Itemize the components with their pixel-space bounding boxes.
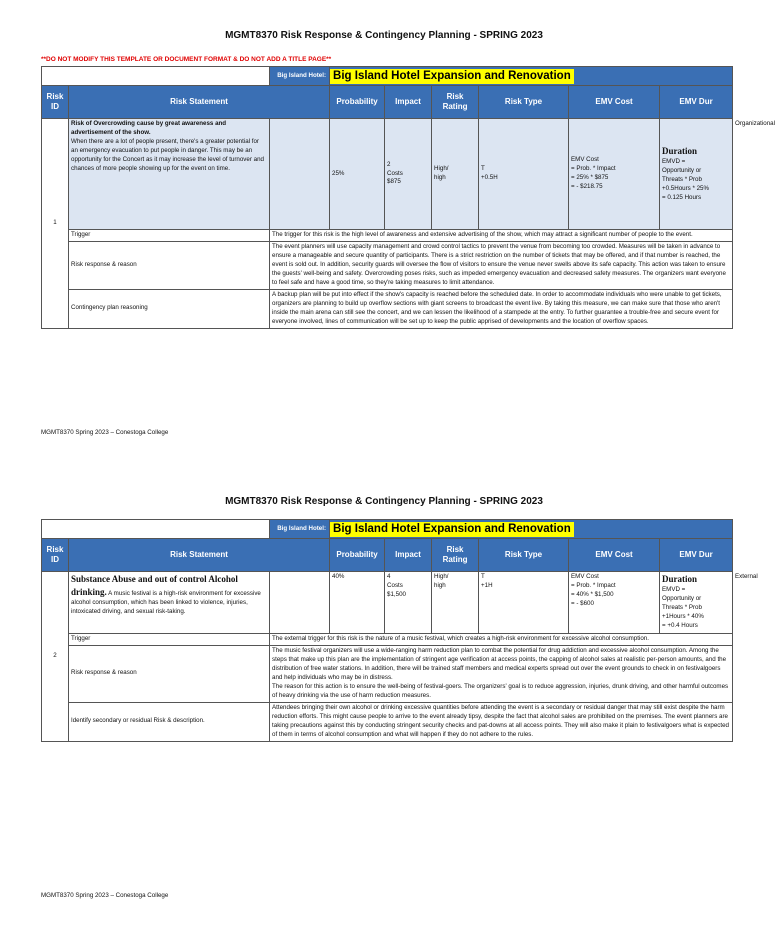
risk-rating-cell (432, 572, 479, 634)
header-probability: Probability (330, 86, 385, 119)
risk-statement-cell (69, 119, 270, 230)
impact-amount: $1,500 (387, 590, 406, 598)
risk-statement-body: A music festival is a high-risk environment for excessive alcohol consumption, which has been linked to violence, injuries, intoxicated driving, and sexual risk-taking. (71, 590, 261, 616)
emv-cost-line3: = 25% * $875 (571, 174, 609, 181)
emv-dur-line1: EMVD = (662, 586, 686, 594)
project-label: Big Island Hotel: (270, 67, 330, 86)
risk-response-text: The music festival organizers will use a wide-ranging harm reduction plan to combat the potential for drug addiction and excessive alcohol consumption. Among the steps that make up this plan are the implementation of stringent age verification at access points, the capping of alcohol sales at realistic per-person amounts, and the distribution of free water stations. In addition, there will be trained staff members and medical experts spread out over the event grounds to check in on festivalgoers and help individuals who may be in distress. (272, 646, 727, 681)
secondary-risk-label: Identify secondary or residual Risk & description. (69, 702, 270, 741)
risk-rating-cell (432, 119, 479, 230)
header-risk-id: Risk ID (42, 539, 69, 572)
emv-cost-line4: = - $218.75 (571, 182, 603, 190)
project-row (42, 67, 733, 86)
impact-costs: Costs (387, 169, 403, 177)
risk-response-label: Risk response & reason (69, 241, 270, 289)
risk-statement-title: Risk of Overcrowding cause by great awareness and advertisement of the show. (71, 120, 227, 136)
project-label: Big Island Hotel: (270, 520, 330, 539)
header-risk-type: Risk Type (479, 539, 569, 572)
header-risk-statement: Risk Statement (69, 86, 330, 119)
risk-rating-line1: High/ (434, 165, 449, 173)
probability-cell (330, 572, 385, 634)
impact-value: 2 (387, 160, 391, 168)
project-name: Big Island Hotel Expansion and Renovation (330, 522, 574, 537)
emv-dur-cell (660, 119, 733, 230)
trigger-label: Trigger (69, 230, 270, 242)
emv-dur-title: Duration (662, 574, 698, 584)
emv-cost-line3: = 40% * $1,500 (571, 590, 614, 598)
risk-response-label: Risk response & reason (69, 645, 270, 702)
project-name-cell (330, 67, 733, 86)
impact-costs: Costs (387, 581, 403, 589)
header-probability: Probability (330, 539, 385, 572)
risk-type-line2: +0.5H (481, 174, 498, 181)
risk-response-reason-text: The reason for this action is to ensure the well-being of festival-goers. The organizers' goal is to reduce aggression, injuries, drunk driving, and other harmful outcomes of heavy drinking via the use of harm reduction measures. (272, 682, 729, 699)
emv-cost-line2: = Prob. * Impact (571, 581, 616, 589)
emv-dur-line3: Threats * Prob (662, 176, 702, 184)
header-risk-id: Risk ID (42, 86, 69, 119)
emv-cost-line1: EMV Cost (571, 573, 599, 580)
probability-cell (330, 119, 385, 230)
trigger-row (42, 634, 733, 646)
header-emv-cost: EMV Cost (569, 86, 660, 119)
emv-cost-cell (569, 572, 660, 634)
risk-id: 1 (42, 119, 69, 329)
risk-statement-cell (69, 572, 270, 634)
risk-response-text: The event planners will use capacity management and crowd control tactics to prevent the venue from becoming too crowded. Measures will be taken in advance to ensure a manageable and secure quantity of participants. There is a strict restriction on the number of tickets that may be offered, and if that number is reached, the event is sold out. In addition, security guards will oversee the flow of visitors to ensure the venue never swells above its safe capacity. This action was taken to ensure the guests' well-being and safety. Overcrowding poses risks, such as impeded emergency evacuation and decreased safety measures. The organizers want everyone to feel safe and have a good time, so they're taking measures to limit attendance. (270, 241, 733, 289)
risk-statement-body: When there are a lot of people present, there's a greater potential for an emergency evacuation to put people in danger. This may be an opportunity for the Concert as it may increase the level of turnover and chances of more people showing up for the event on time. (71, 137, 264, 172)
emv-dur-line3: Threats * Prob (662, 604, 702, 612)
risk-table (41, 519, 758, 742)
emv-dur-line1: EMVD = (662, 158, 686, 166)
probability-value: 25% (332, 169, 345, 177)
emv-dur-line4: +1Hours * 40% (662, 613, 704, 620)
risk-type-line2: +1H (481, 581, 493, 589)
risk-statement-blank (270, 572, 330, 634)
risk-response-row (42, 241, 733, 289)
emv-dur-title: Duration (662, 146, 698, 157)
project-name: Big Island Hotel Expansion and Renovation (330, 69, 574, 84)
contingency-text: A backup plan will be put into effect if the show's capacity is reached before the scheduled date. In order to accommodate individuals who were unable to get tickets, organizers are planning to build up overflow sections with giant screens to broadcast the event live. By taking this measure, we can make sure that those who aren't inside the main arena can still see the concert, and we can lessen the likelihood of a stampede at the entry. To further guarantee a trouble-free and secure event for everyone involved, lines of communication will be set up to keep the public apprised of developments and the location of overflow spaces. (270, 289, 733, 328)
risk-type-line1: T (481, 165, 485, 173)
emv-cost-line4: = - $600 (571, 599, 594, 607)
impact-cell (385, 119, 432, 230)
header-risk-rating: Risk Rating (432, 539, 479, 572)
trigger-text: The trigger for this risk is the high level of awareness and extensive advertising of the show, which may attract a significant number of people to the event. (270, 230, 733, 242)
risk-statement-title: Substance Abuse and out of control Alcohol drinking. (71, 574, 238, 598)
header-emv-dur: EMV Dur (660, 539, 733, 572)
emv-dur-line2: Opportunity or (662, 595, 702, 603)
probability-value: 40% (332, 573, 345, 580)
page-footer: MGMT8370 Spring 2023 – Conestoga College (41, 892, 169, 899)
template-warning-note: **DO NOT MODIFY THIS TEMPLATE OR DOCUMENT FORMAT & DO NOT ADD A TITLE PAGE** (41, 56, 332, 63)
header-emv-dur: EMV Dur (660, 86, 733, 119)
emv-dur-line5: = +0.4 Hours (662, 621, 698, 629)
header-impact: Impact (385, 86, 432, 119)
impact-amount: $875 (387, 178, 401, 186)
page-footer: MGMT8370 Spring 2023 – Conestoga College (41, 429, 169, 436)
project-row (42, 520, 733, 539)
risk-rating-line2: high (434, 174, 446, 181)
emv-cost-line2: = Prob. * Impact (571, 165, 616, 173)
header-risk-rating: Risk Rating (432, 86, 479, 119)
project-name-cell (330, 520, 733, 539)
risk-type-cell (479, 572, 569, 634)
header-impact: Impact (385, 539, 432, 572)
document-title: MGMT8370 Risk Response & Contingency Planning - SPRING 2023 (225, 30, 543, 41)
risk-table (41, 66, 775, 329)
header-risk-statement: Risk Statement (69, 539, 330, 572)
emv-dur-line4: +0.5Hours * 25% (662, 185, 709, 193)
secondary-risk-text: Attendees bringing their own alcohol or drinking excessive quantities before attending the event is a secondary or residual danger that may still exist despite the harm reduction efforts. This might cause people to arrive to the event already tipsy, despite the fact that alcohol sales are prohibited on the premises. The event planners are taking precautions against this by conducting stringent security checks and pat-downs at all access points. They will also make it plain to festivalgoers what is expected of them in terms of alcohol consumption and what will happen if they do not adhere to the rules. (270, 702, 733, 741)
trigger-text: The external trigger for this risk is the nature of a music festival, which creates a high-risk environment for excessive alcohol consumption. (270, 634, 733, 646)
risk-main-row (42, 119, 733, 230)
trigger-label: Trigger (69, 634, 270, 646)
header-row (42, 539, 733, 572)
secondary-risk-row (42, 702, 733, 741)
impact-value: 4 (387, 573, 391, 580)
page-2 (0, 466, 768, 932)
risk-type-line1: T (481, 573, 485, 580)
contingency-row (42, 289, 733, 328)
emv-dur-line5: = 0.125 Hours (662, 194, 702, 201)
contingency-label: Contingency plan reasoning (69, 289, 270, 328)
risk-response-row (42, 645, 733, 702)
header-risk-type: Risk Type (479, 86, 569, 119)
document-title: MGMT8370 Risk Response & Contingency Planning - SPRING 2023 (225, 496, 543, 507)
header-row (42, 86, 733, 119)
risk-rating-line1: High/ (434, 573, 449, 580)
risk-category-value: Organizational (735, 120, 775, 127)
impact-cell (385, 572, 432, 634)
emv-cost-cell (569, 119, 660, 230)
risk-main-row (42, 572, 733, 634)
emv-cost-line1: EMV Cost (571, 156, 599, 164)
emv-dur-cell (660, 572, 733, 634)
header-emv-cost: EMV Cost (569, 539, 660, 572)
risk-rating-line2: high (434, 581, 446, 589)
risk-id: 2 (42, 572, 69, 742)
trigger-row (42, 230, 733, 242)
risk-statement-blank (270, 119, 330, 230)
risk-category-value: External (735, 573, 758, 580)
emv-dur-line2: Opportunity or (662, 167, 702, 175)
risk-type-cell (479, 119, 569, 230)
risk-response-cell (270, 645, 733, 702)
